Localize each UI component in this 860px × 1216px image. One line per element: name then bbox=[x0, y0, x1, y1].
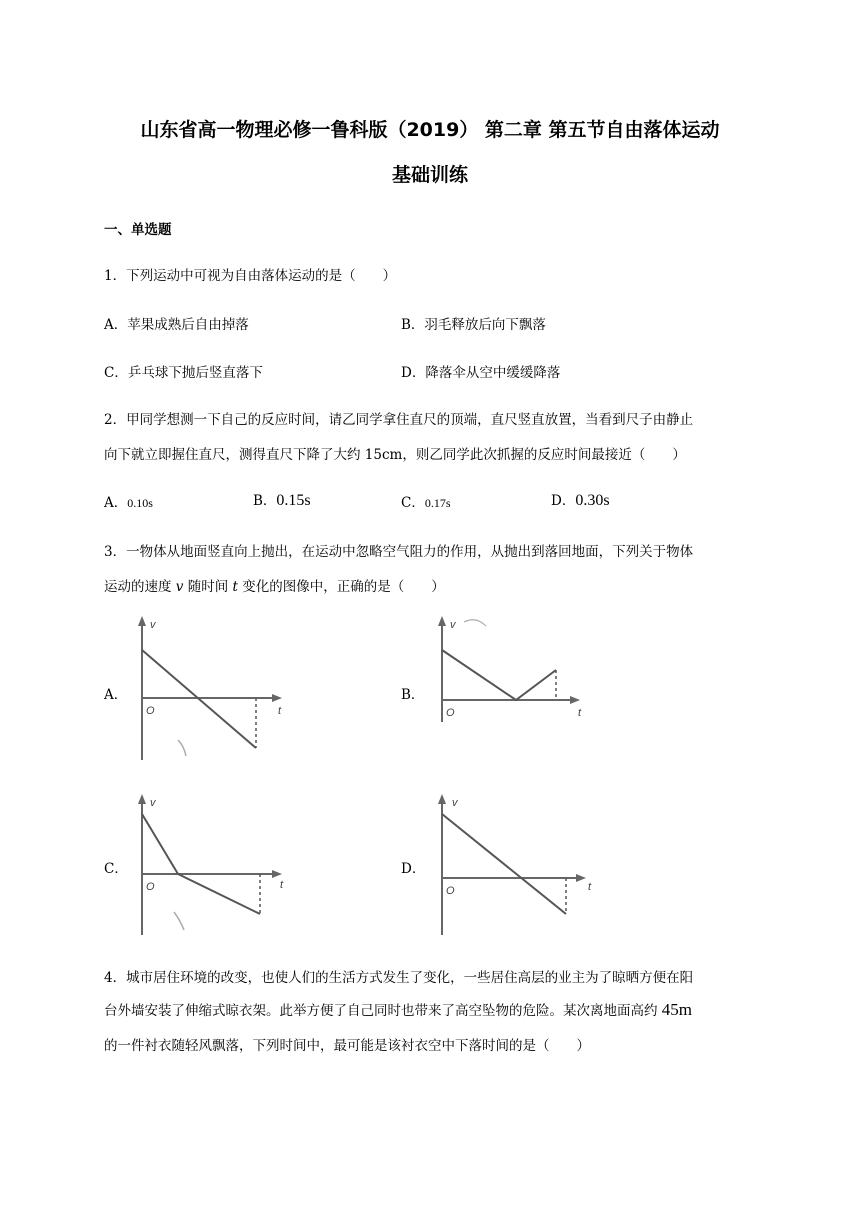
v-t-line bbox=[142, 814, 260, 914]
q3-option-c-label[interactable]: C． bbox=[104, 861, 128, 877]
q3-option-d-label[interactable]: D． bbox=[401, 861, 426, 877]
q4-stem-line2: 台外墙安装了伸缩式晾衣架。此举方便了自己同时也带来了高空坠物的危险。某次离地面高约 45m bbox=[104, 1000, 693, 1019]
origin-label: O bbox=[446, 885, 455, 897]
v-axis-arrow bbox=[438, 616, 446, 626]
scan-mark bbox=[464, 620, 486, 626]
q3-graph-c[interactable] bbox=[128, 790, 298, 935]
q1-option-b[interactable]: B．羽毛释放后向下飘落 bbox=[401, 317, 546, 333]
page-title-line1: 山东省高一物理必修一鲁科版（2019） 第二章 第五节自由落体运动 bbox=[140, 119, 720, 141]
q1-stem: 1．下列运动中可视为自由落体运动的是（ ） bbox=[104, 268, 397, 284]
t-axis-arrow bbox=[272, 870, 282, 878]
v-axis-arrow bbox=[138, 616, 146, 626]
q2-stem-line2: 向下就立即握住直尺，测得直尺下降了大约 15cm，则乙同学此次抓握的反应时间最接近（ ） bbox=[104, 447, 686, 463]
q3-stem-line1: 3．一物体从地面竖直向上抛出，在运动中忽略空气阻力的作用，从抛出到落回地面，下列关于物体 bbox=[104, 544, 694, 560]
q2-option-b[interactable]: B．0.15s bbox=[253, 492, 311, 509]
t-axis-arrow bbox=[272, 694, 282, 702]
t-axis-arrow bbox=[576, 874, 586, 882]
q3-graph-d[interactable] bbox=[428, 790, 598, 935]
scan-mark bbox=[174, 912, 184, 930]
page-title-line2: 基础训练 bbox=[391, 164, 468, 186]
v-axis-label: v bbox=[450, 619, 456, 631]
v-axis-arrow bbox=[138, 794, 146, 804]
v-axis-label: v bbox=[452, 797, 458, 809]
v-t-line bbox=[442, 814, 566, 914]
q3-option-a-label[interactable]: A． bbox=[104, 687, 128, 703]
t-axis-label: t bbox=[578, 707, 582, 719]
q4-stem-line1: 4．城市居住环境的改变，也使人们的生活方式发生了变化，一些居住高层的业主为了晾晒方便在阳 bbox=[104, 970, 694, 986]
v-axis-label: v bbox=[150, 619, 156, 631]
q3-stem-line2: 运动的速度 v 随时间 t 变化的图像中，正确的是（ ） bbox=[104, 579, 445, 595]
origin-label: O bbox=[446, 707, 455, 719]
q2-stem-line1: 2．甲同学想测一下自己的反应时间，请乙同学拿住直尺的顶端，直尺竖直放置，当看到尺子由静止 bbox=[104, 412, 694, 428]
origin-label: O bbox=[146, 881, 155, 893]
q3-graph-b[interactable] bbox=[428, 612, 598, 722]
q3-option-b-label[interactable]: B． bbox=[401, 687, 425, 703]
q3-graph-a[interactable] bbox=[128, 614, 298, 764]
section-heading: 一、单选题 bbox=[104, 222, 172, 238]
scan-mark bbox=[178, 740, 186, 756]
t-axis-label: t bbox=[278, 705, 282, 717]
t-axis-label: t bbox=[280, 879, 284, 891]
v-axis-arrow bbox=[438, 794, 446, 804]
q2-option-c[interactable]: C．0.17s bbox=[401, 495, 451, 511]
v-t-line bbox=[442, 650, 556, 700]
q1-option-a[interactable]: A．苹果成熟后自由掉落 bbox=[104, 317, 249, 333]
q2-option-a[interactable]: A．0.10s bbox=[104, 495, 153, 511]
q1-option-d[interactable]: D．降落伞从空中缓缓降落 bbox=[401, 365, 561, 381]
t-axis-label: t bbox=[588, 881, 592, 893]
q2-option-d[interactable]: D．0.30s bbox=[551, 492, 610, 509]
v-axis-label: v bbox=[150, 797, 156, 809]
q1-option-c[interactable]: C．乒乓球下抛后竖直落下 bbox=[104, 365, 263, 381]
q4-stem-line3: 的一件衬衣随轻风飘落，下列时间中，最可能是该衬衣空中下落时间的是（ ） bbox=[104, 1038, 590, 1054]
t-axis-arrow bbox=[570, 696, 580, 704]
origin-label: O bbox=[146, 705, 155, 717]
